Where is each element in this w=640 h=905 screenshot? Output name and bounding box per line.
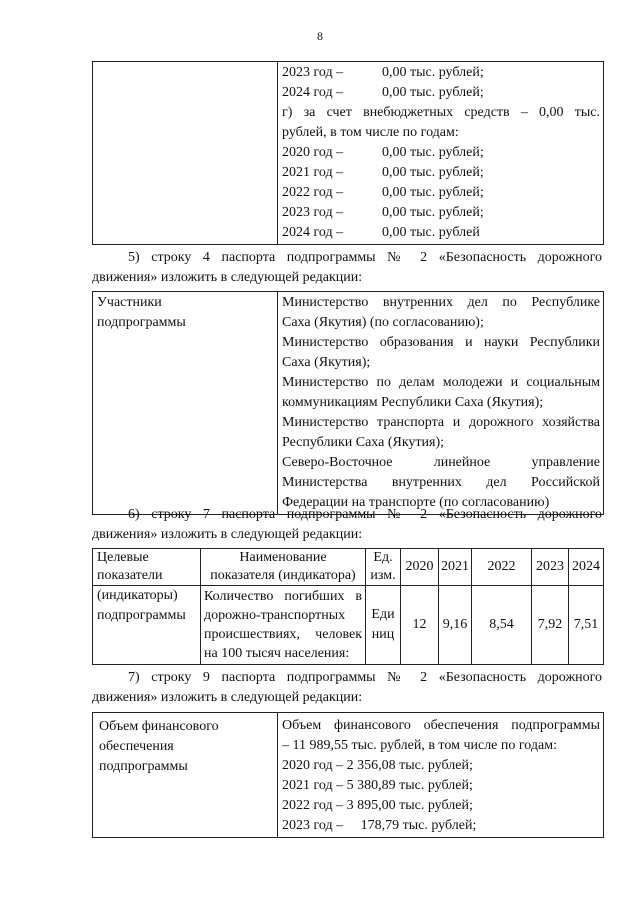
participant-line: Саха (Якутия) (по согласованию); xyxy=(282,315,484,330)
unit-cell: Еди ниц xyxy=(366,586,401,665)
page-number: 8 xyxy=(317,29,323,43)
year-line: 2023 год – 0,00 тыс. рублей; xyxy=(282,205,484,220)
participant-line: Северо-Восточное линейное управление xyxy=(282,455,600,470)
paragraph-6: 6) строку 7 паспорта подпрограммы № 2 «Безопасность дорожного движения» изложить в следующей редакции: xyxy=(92,507,602,542)
financing-volume-cell xyxy=(278,713,604,838)
value-cell: 8,54 xyxy=(472,586,532,665)
participant-line: Министерство транспорта и дорожного хозяйства xyxy=(282,415,600,430)
year-line: 2020 год – 0,00 тыс. рублей; xyxy=(282,145,484,160)
header-year: 2020 xyxy=(401,549,439,586)
participant-line: Республики Саха (Якутия); xyxy=(282,435,445,450)
financing-continuation-table xyxy=(92,61,604,245)
financing-volume-table xyxy=(92,712,604,838)
participant-line: Министерство по делам молодежи и социальным xyxy=(282,375,600,390)
header-year: 2021 xyxy=(439,549,472,586)
participant-line: Министерство образования и науки Республики xyxy=(282,335,600,350)
year-line: 2023 год – 0,00 тыс. рублей; xyxy=(282,65,484,80)
paragraph-7: 7) строку 9 паспорта подпрограммы № 2 «Безопасность дорожного движения» изложить в следующей редакции: xyxy=(92,670,602,705)
year-line: 2024 год – 0,00 тыс. рублей; xyxy=(282,85,484,100)
participant-line: коммуникациям Республики Саха (Якутия); xyxy=(282,395,544,410)
participants-table xyxy=(92,291,604,515)
header-indicator-name: Наименование показателя (индикатора) xyxy=(201,549,366,586)
participant-line: Федерации на транспорте (по согласованию) xyxy=(282,495,550,510)
header-targets: Целевые показатели xyxy=(93,549,201,586)
header-year: 2022 xyxy=(472,549,532,586)
indicators-table xyxy=(92,548,604,665)
financing-label-cell: Объем финансового обеспечения подпрограммы xyxy=(93,713,278,838)
participant-line: Министерство внутренних дел по Республике xyxy=(282,295,600,310)
table-header-row xyxy=(93,549,604,586)
financing-details-cell xyxy=(278,62,604,245)
value-cell: 7,92 xyxy=(532,586,569,665)
year-line: 2020 год – 2 356,08 тыс. рублей; xyxy=(282,758,473,773)
year-line: 2022 год – 3 895,00 тыс. рублей; xyxy=(282,798,473,813)
value-cell: 9,16 xyxy=(439,586,472,665)
value-cell: 12 xyxy=(401,586,439,665)
value-cell: 7,51 xyxy=(569,586,604,665)
empty-left-cell xyxy=(93,62,278,245)
header-year: 2023 xyxy=(532,549,569,586)
year-line: 2021 год – 0,00 тыс. рублей; xyxy=(282,165,484,180)
financing-intro-line: Объем финансового обеспечения подпрограммы xyxy=(282,718,600,733)
year-line: 2022 год – 0,00 тыс. рублей; xyxy=(282,185,484,200)
participant-line: Министерства внутренних дел Российской xyxy=(282,475,600,490)
paragraph-5: 5) строку 4 паспорта подпрограммы № 2 «Безопасность дорожного движения» изложить в следующей редакции: xyxy=(92,250,602,285)
year-line: 2021 год – 5 380,89 тыс. рублей; xyxy=(282,778,473,793)
targets-cell: (индикаторы) подпрограммы xyxy=(93,586,201,665)
indicator-name-cell: Количество погибших в дорожно-транспортных происшествиях, человек на 100 тысяч населения: xyxy=(201,586,366,665)
extrabudget-line: рублей, в том числе по годам: xyxy=(282,125,459,140)
extrabudget-line: г) за счет внебюджетных средств – 0,00 тыс. xyxy=(282,105,600,120)
header-unit: Ед. изм. xyxy=(366,549,401,586)
year-line: 2024 год – 0,00 тыс. рублей xyxy=(282,225,480,240)
participants-label-cell: Участники подпрограммы xyxy=(93,292,278,515)
year-line: 2023 год – 178,79 тыс. рублей; xyxy=(282,818,477,833)
financing-intro-line: – 11 989,55 тыс. рублей, в том числе по годам: xyxy=(282,738,557,753)
participants-list-cell xyxy=(278,292,604,515)
header-year: 2024 xyxy=(569,549,604,586)
table-row xyxy=(93,586,604,665)
participant-line: Саха (Якутия); xyxy=(282,355,371,370)
